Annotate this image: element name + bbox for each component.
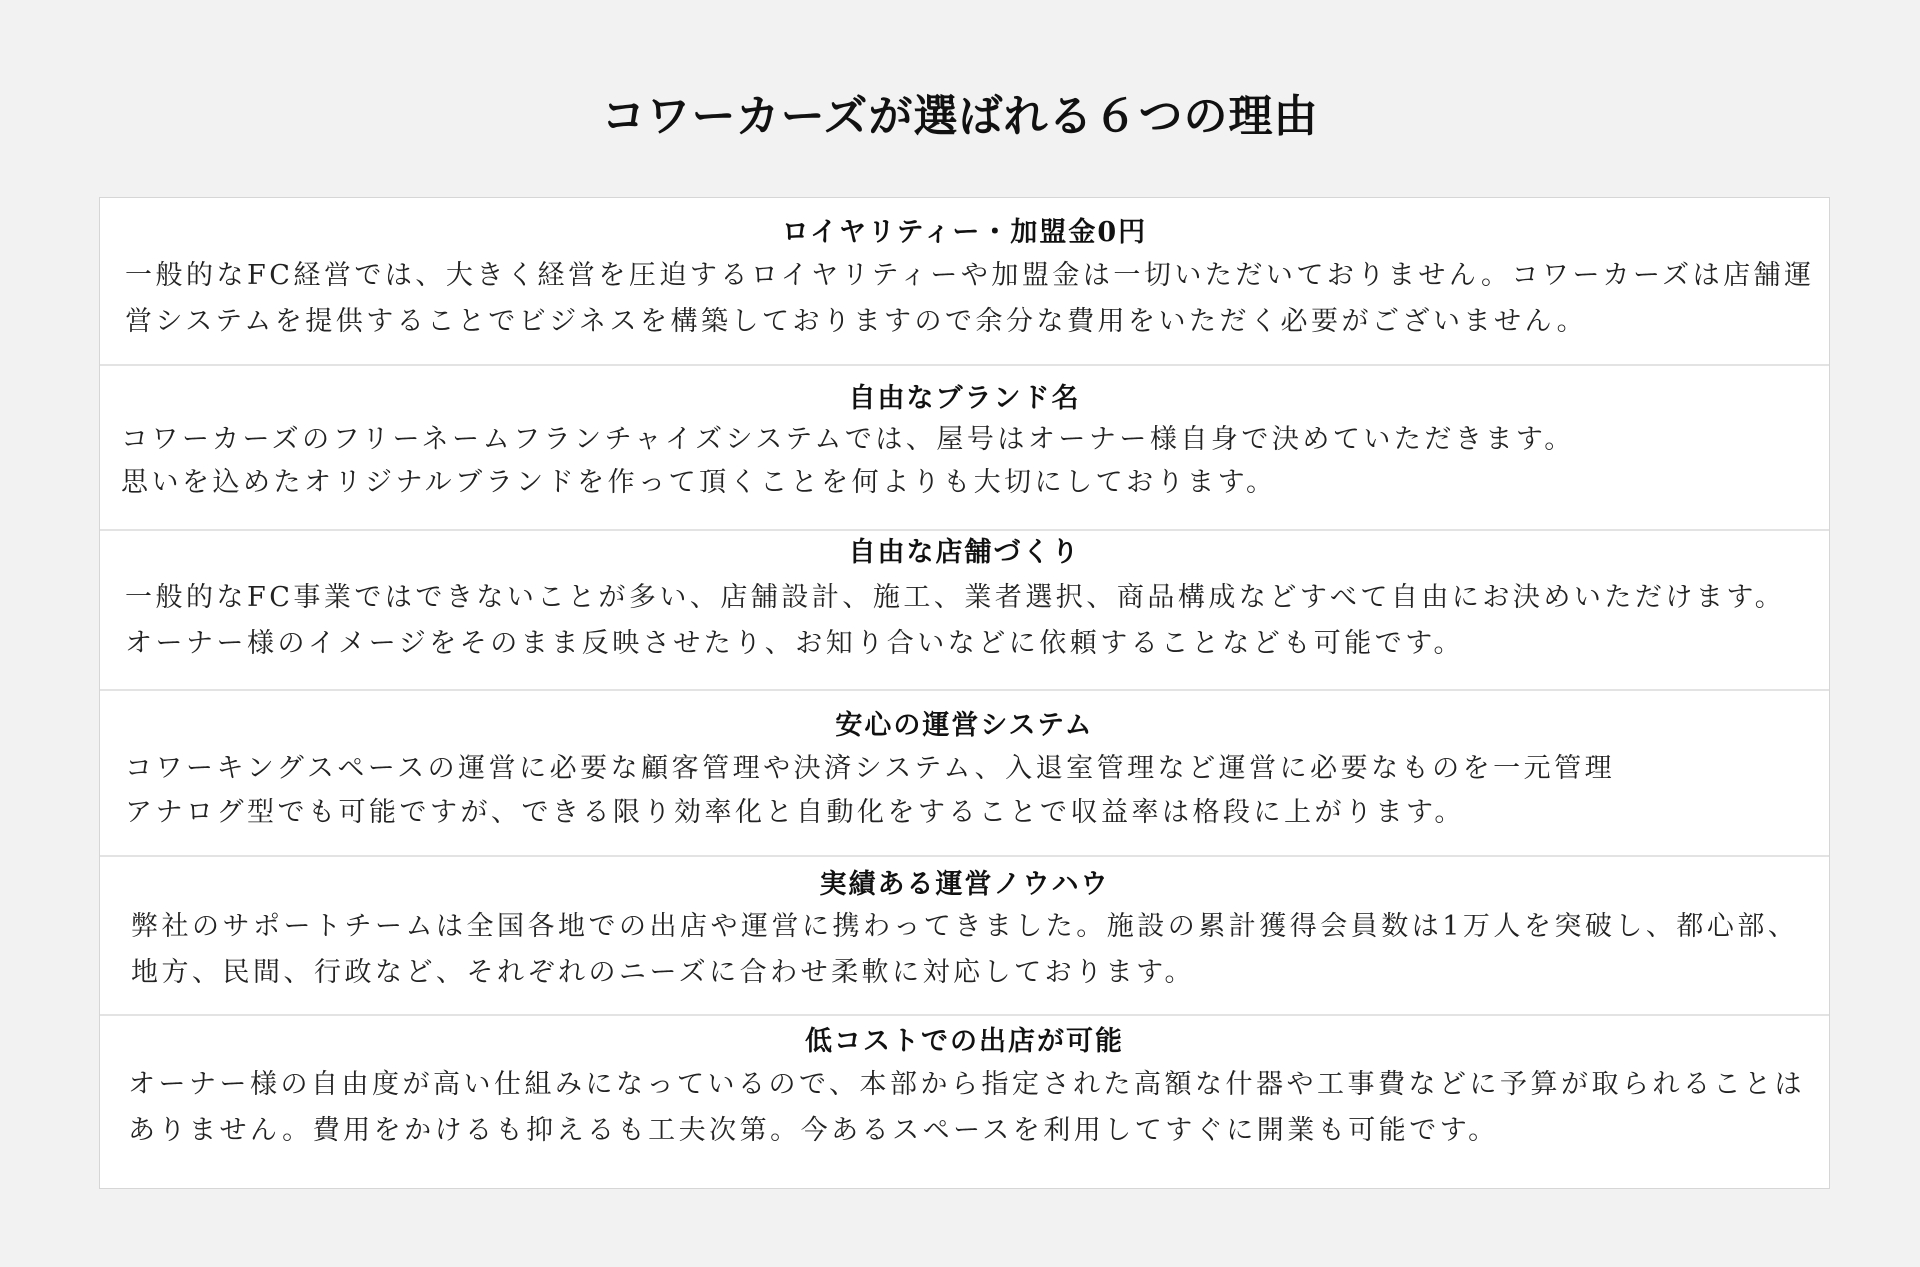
reason-body: コワーキングスペースの運営に必要な顧客管理や決済システム、入退室管理など運営に必要なものを一元管理 アナログ型でも可能ですが、できる限り効率化と自動化をすることで収益率は格段に上がります。 bbox=[125, 753, 1616, 828]
reason-title: 自由な店舗づくり bbox=[848, 537, 1081, 568]
reason-body: オーナー様の自由度が高い仕組みになっているので、本部から指定された高額な什器や工事費などに予算が取られることはありません。費用をかけるも抑えるも工夫次第。今あるスペースを利用してすぐに開業も可能です。 bbox=[128, 1069, 1805, 1146]
reason-title: 低コストでの出店が可能 bbox=[805, 1026, 1124, 1057]
reason-body: コワーカーズのフリーネームフランチャイズシステムでは、屋号はオーナー様自身で決めていただきます。 思いを込めたオリジナルブランドを作って頂くことを何よりも大切にしております。 bbox=[121, 424, 1575, 498]
reason-title: ロイヤリティー・加盟金0円 bbox=[781, 217, 1148, 248]
reason-royalty-free bbox=[100, 198, 1829, 366]
reason-operation-knowhow bbox=[100, 857, 1829, 1016]
reason-body: 一般的なFC事業ではできないことが多い、店舗設計、施工、業者選択、商品構成などすべて自由にお決めいただけます。オーナー様のイメージをそのまま反映させたり、お知り合いなどに依頼することなども可能です。 bbox=[125, 582, 1786, 659]
reason-operation-system bbox=[100, 691, 1829, 857]
reasons-panel bbox=[99, 197, 1830, 1189]
reason-free-brand-name bbox=[100, 366, 1829, 531]
reason-title: 自由なブランド名 bbox=[848, 383, 1081, 414]
reason-title: 実績ある運営ノウハウ bbox=[819, 869, 1110, 900]
reason-title: 安心の運営システム bbox=[835, 710, 1094, 741]
reason-body: 一般的なFC経営では、大きく経営を圧迫するロイヤリティーや加盟金は一切いただいておりません。コワーカーズは店舗運営システムを提供することでビジネスを構築しておりますので余分な費用をいただく必要がございません。 bbox=[125, 260, 1815, 337]
page-title: コワーカーズが選ばれる６つの理由 bbox=[601, 91, 1319, 143]
reason-low-cost-opening bbox=[100, 1016, 1829, 1188]
reason-free-store-design bbox=[100, 531, 1829, 691]
reason-body: 弊社のサポートチームは全国各地での出店や運営に携わってきました。施設の累計獲得会員数は1万人を突破し、都心部、地方、民間、行政など、それぞれのニーズに合わせ柔軟に対応しております。 bbox=[131, 911, 1799, 988]
